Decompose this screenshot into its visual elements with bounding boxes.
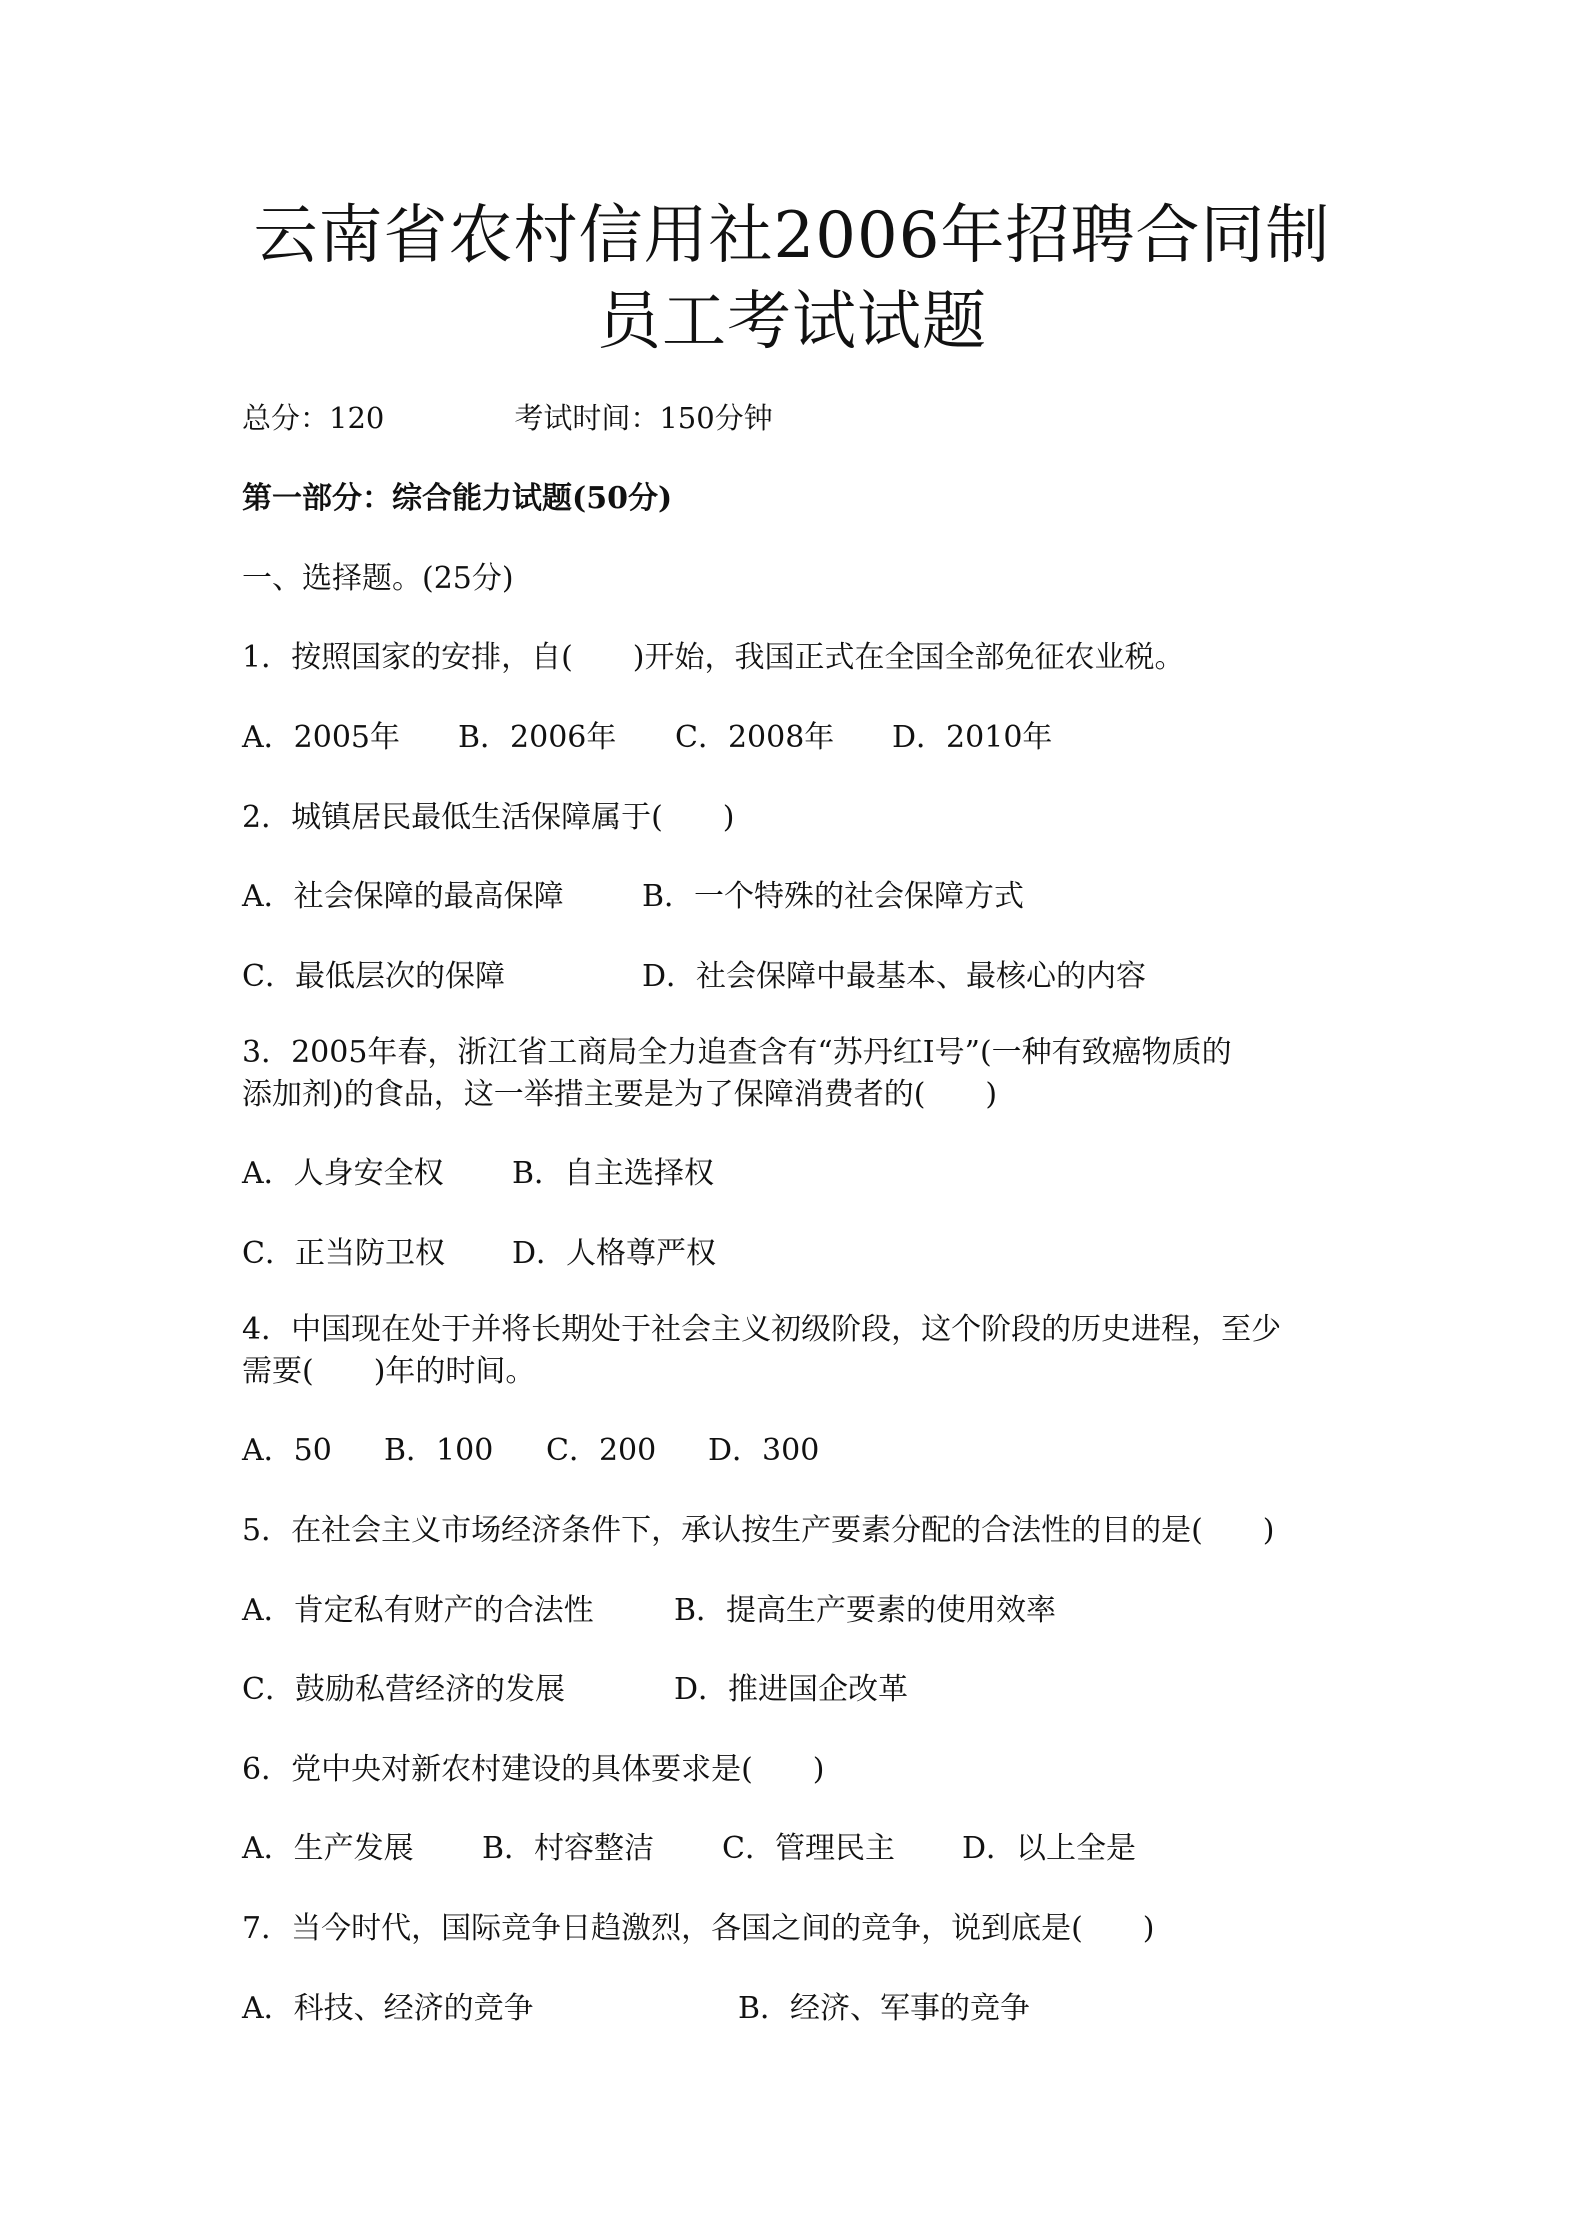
q1-option-a: A．2005年	[242, 720, 401, 755]
question-2-options-row1	[242, 874, 1362, 920]
q2-option-d: D．社会保障中最基本、最核心的内容	[642, 959, 1147, 994]
q5-option-d: D．推进国企改革	[674, 1672, 909, 1707]
q5-option-a: A．肯定私有财产的合法性	[242, 1593, 594, 1628]
q2-option-b: B．一个特殊的社会保障方式	[642, 879, 1025, 914]
question-1-options	[242, 715, 1362, 761]
q3-option-d: D．人格尊严权	[512, 1236, 717, 1271]
q5-option-b: B．提高生产要素的使用效率	[674, 1593, 1057, 1628]
question-4-options	[242, 1428, 1362, 1474]
question-7-options-row1	[242, 1986, 1362, 2032]
q1-option-d: D．2010年	[892, 720, 1053, 755]
q4-option-b: B．100	[384, 1433, 494, 1468]
q7-option-b: B．经济、军事的竞争	[738, 1991, 1031, 2026]
q2-option-a: A．社会保障的最高保障	[242, 879, 564, 914]
q4-option-d: D．300	[708, 1433, 820, 1468]
exam-meta	[242, 398, 773, 438]
question-5-stem: 5．在社会主义市场经济条件下，承认按生产要素分配的合法性的目的是( )	[242, 1513, 1275, 1548]
q4-option-c: C．200	[546, 1433, 657, 1468]
document-title-line2: 员工考试试题	[597, 285, 987, 359]
q6-option-a: A．生产发展	[242, 1831, 414, 1866]
q1-option-b: B．2006年	[458, 720, 617, 755]
q3-option-c: C．正当防卫权	[242, 1236, 445, 1271]
q7-option-a: A．科技、经济的竞争	[242, 1991, 534, 2026]
document-title-line1: 云南省农村信用社2006年招聘合同制	[253, 199, 1331, 273]
question-6-stem: 6．党中央对新农村建设的具体要求是( )	[242, 1752, 825, 1787]
question-3-stem-line2: 添加剂)的食品，这一举措主要是为了保障消费者的( )	[242, 1077, 998, 1112]
q6-option-d: D．以上全是	[962, 1831, 1137, 1866]
total-score: 总分：120	[242, 401, 385, 435]
question-5-options-row1	[242, 1588, 1362, 1634]
question-4-stem-line2: 需要( )年的时间。	[242, 1354, 536, 1389]
question-2-options-row2	[242, 954, 1362, 1000]
question-3-options-row2	[242, 1231, 1362, 1277]
q1-option-c: C．2008年	[675, 720, 835, 755]
q2-option-c: C．最低层次的保障	[242, 959, 505, 994]
part1-heading: 第一部分：综合能力试题(50分)	[242, 481, 673, 516]
question-3-options-row1	[242, 1151, 1362, 1197]
q4-option-a: A．50	[242, 1433, 332, 1468]
q6-option-b: B．村容整洁	[482, 1831, 655, 1866]
section1-heading: 一、选择题。(25分)	[242, 561, 514, 596]
question-4-stem-line1: 4．中国现在处于并将长期处于社会主义初级阶段，这个阶段的历史进程，至少	[242, 1312, 1282, 1347]
q6-option-c: C．管理民主	[722, 1831, 895, 1866]
question-7-stem: 7．当今时代，国际竞争日趋激烈，各国之间的竞争，说到底是( )	[242, 1911, 1155, 1946]
question-3-stem-line1: 3．2005年春，浙江省工商局全力追查含有“苏丹红Ⅰ号”(一种有致癌物质的	[242, 1035, 1232, 1070]
question-2-stem: 2．城镇居民最低生活保障属于( )	[242, 800, 735, 835]
question-1-stem: 1．按照国家的安排，自( )开始，我国正式在全国全部免征农业税。	[242, 640, 1185, 675]
question-6-options	[242, 1826, 1362, 1872]
exam-time: 考试时间：150分钟	[514, 401, 773, 435]
q5-option-c: C．鼓励私营经济的发展	[242, 1672, 565, 1707]
q3-option-b: B．自主选择权	[512, 1156, 715, 1191]
question-5-options-row2	[242, 1667, 1362, 1713]
q3-option-a: A．人身安全权	[242, 1156, 444, 1191]
